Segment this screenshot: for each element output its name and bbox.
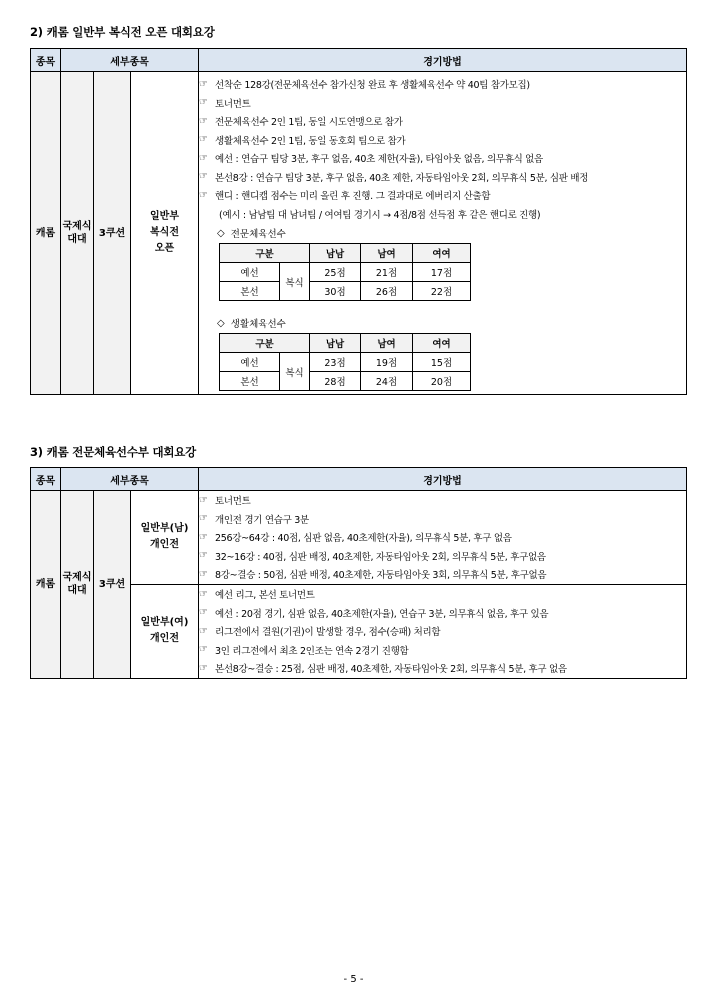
score-cell: 25점 xyxy=(310,263,361,282)
bullet-text: 토너먼트 xyxy=(215,496,251,508)
category-cell: 국제식 대대 xyxy=(61,72,94,395)
bullet-text: 전문체육선수 2인 1팀, 동일 시도연맹으로 참가 xyxy=(215,117,403,129)
sub-header: 여여 xyxy=(413,334,471,353)
bullet-item xyxy=(199,659,686,678)
bullet-text: 개인전 경기 연습구 3분 xyxy=(215,514,309,526)
bullet-item xyxy=(199,622,686,641)
pointing-hand-icon: ☞ xyxy=(199,531,208,543)
bullet-text: 핸디 : 핸디캡 점수는 미리 올린 후 진행. 그 결과대로 에버리지 산출함 xyxy=(215,191,491,203)
score-cell: 22점 xyxy=(413,282,471,301)
score-cell: 28점 xyxy=(310,372,361,391)
pointing-hand-icon: ☞ xyxy=(199,189,208,201)
bullet-item xyxy=(199,640,686,659)
division-cell: 일반부 복식전 오픈 xyxy=(131,72,199,395)
diamond-icon: ◇ xyxy=(217,317,225,329)
section-2-table xyxy=(30,48,687,395)
amateur-label: 생활체육선수 xyxy=(230,319,286,330)
event-cell: 캐롬 xyxy=(31,491,61,679)
score-cell: 19점 xyxy=(361,353,413,372)
section-3-title: 3) 캐롬 전문체육선수부 대회요강 xyxy=(30,445,197,459)
score-cell: 26점 xyxy=(361,282,413,301)
pointing-hand-icon: ☞ xyxy=(199,78,208,90)
bullet-text: 예선 리그, 본선 토너먼트 xyxy=(215,590,315,601)
pointing-hand-icon: ☞ xyxy=(199,625,208,637)
pro-label-line xyxy=(199,223,686,243)
bullet-item xyxy=(199,528,686,547)
section-3-table xyxy=(30,467,687,679)
bullet-item xyxy=(199,94,686,113)
bullet-item xyxy=(199,547,686,566)
discipline-cell: 3쿠션 xyxy=(94,72,131,395)
bullet-text: 리그전에서 결원(기권)이 발생할 경우, 점수(승패) 처리함 xyxy=(215,627,441,638)
type-cell: 복식 xyxy=(280,353,310,391)
sub-header: 구분 xyxy=(220,244,310,263)
men-method-cell xyxy=(199,491,687,585)
discipline-cell: 3쿠션 xyxy=(94,491,131,679)
score-cell: 15점 xyxy=(413,353,471,372)
pointing-hand-icon: ☞ xyxy=(199,513,208,525)
bullet-item xyxy=(199,510,686,529)
page-number: - 5 - xyxy=(343,974,364,985)
women-method-cell xyxy=(199,584,687,678)
bullet-text: 본선8강~결승 : 25점, 심판 배정, 40초제한, 자동타임아웃 2회, 의무휴식 5분, 후구 없음 xyxy=(215,664,567,675)
pointing-hand-icon: ☞ xyxy=(199,115,208,127)
score-cell: 17점 xyxy=(413,263,471,282)
sub-header: 남여 xyxy=(361,334,413,353)
header-event: 종목 xyxy=(31,468,61,491)
example-text: (예시 : 남남팀 대 남녀팀 / 여여팀 경기시 → 4점/8점 선득점 후 같은 핸디로 진행) xyxy=(219,209,541,221)
amateur-score-table xyxy=(219,333,471,391)
diamond-icon: ◇ xyxy=(217,227,225,239)
score-cell: 23점 xyxy=(310,353,361,372)
women-division-cell: 일반부(여) 개인전 xyxy=(131,584,199,678)
row-label: 본선 xyxy=(220,372,280,391)
row-label: 본선 xyxy=(220,282,280,301)
pointing-hand-icon: ☞ xyxy=(199,171,208,183)
bullet-text: 256강~64강 : 40점, 심판 없음, 40초제한(자율), 의무휴식 5분, 후구 없음 xyxy=(215,533,512,545)
pointing-hand-icon: ☞ xyxy=(199,607,208,618)
bullet-text: 생활체육선수 2인 1팀, 동일 동호회 팀으로 참가 xyxy=(215,135,406,147)
pointing-hand-icon: ☞ xyxy=(199,494,208,506)
pointing-hand-icon: ☞ xyxy=(199,97,208,109)
header-method: 경기방법 xyxy=(199,468,687,491)
score-cell: 20점 xyxy=(413,372,471,391)
sub-header: 여여 xyxy=(413,244,471,263)
pointing-hand-icon: ☞ xyxy=(199,550,208,562)
bullet-item xyxy=(199,168,686,187)
bullet-text: 3인 리그전에서 최초 2인조는 연속 2경기 진행함 xyxy=(215,645,409,657)
row-label: 예선 xyxy=(220,263,280,282)
bullet-item xyxy=(199,603,686,622)
amateur-label-line xyxy=(199,313,686,333)
header-method: 경기방법 xyxy=(199,49,687,72)
score-cell: 24점 xyxy=(361,372,413,391)
bullet-text: 8강~결승 : 50점, 심판 배정, 40초제한, 자동타임아웃 3회, 의무휴식 5분, 후구없음 xyxy=(215,570,547,582)
pro-score-table xyxy=(219,243,471,301)
header-detail: 세부종목 xyxy=(61,468,199,491)
bullet-text: 토너먼트 xyxy=(215,98,251,110)
bullet-text: 32~16강 : 40점, 심판 배정, 40초제한, 자동타임아웃 2회, 의무휴식 5분, 후구없음 xyxy=(215,551,546,563)
pointing-hand-icon: ☞ xyxy=(199,588,208,600)
bullet-text: 본선8강 : 연습구 팀당 3분, 후구 없음, 40초 제한, 자동타임아웃 2회, 의무휴식 5분, 심판 배정 xyxy=(215,172,589,184)
sub-header: 남여 xyxy=(361,244,413,263)
bullet-item xyxy=(199,131,686,150)
bullet-item xyxy=(199,149,686,168)
row-label: 예선 xyxy=(220,353,280,372)
section-2-title: 2) 캐롬 일반부 복식전 오픈 대회요강 xyxy=(30,25,215,39)
method-cell xyxy=(199,72,687,395)
bullet-text: 예선 : 20점 경기, 심판 없음, 40초제한(자율), 연습구 3분, 의무휴식 없음, 후구 있음 xyxy=(215,608,549,620)
pointing-hand-icon: ☞ xyxy=(199,134,208,146)
category-cell: 국제식 대대 xyxy=(61,491,94,679)
header-detail: 세부종목 xyxy=(61,49,199,72)
sub-header: 구분 xyxy=(220,334,310,353)
bullet-text: 예선 : 연습구 팀당 3분, 후구 없음, 40초 제한(자율), 타임아웃 없음, 의무휴식 없음 xyxy=(215,154,543,166)
pointing-hand-icon: ☞ xyxy=(199,568,208,580)
pointing-hand-icon: ☞ xyxy=(199,152,208,164)
bullet-item xyxy=(199,491,686,510)
bullet-item xyxy=(199,585,686,604)
bullet-item xyxy=(199,565,686,584)
bullet-text: 선착순 128강(전문체육선수 참가신청 완료 후 생활체육선수 약 40팀 참가모집) xyxy=(215,80,530,92)
event-cell: 캐롬 xyxy=(31,72,61,395)
score-cell: 30점 xyxy=(310,282,361,301)
men-division-cell: 일반부(남) 개인전 xyxy=(131,491,199,585)
pro-label: 전문체육선수 xyxy=(230,229,286,240)
header-event: 종목 xyxy=(31,49,61,72)
bullet-item xyxy=(199,112,686,131)
sub-header: 남남 xyxy=(310,244,361,263)
bullet-item xyxy=(199,75,686,94)
bullet-item xyxy=(199,186,686,205)
type-cell: 복식 xyxy=(280,263,310,301)
score-cell: 21점 xyxy=(361,263,413,282)
pointing-hand-icon: ☞ xyxy=(199,644,208,655)
pointing-hand-icon: ☞ xyxy=(199,662,208,674)
sub-header: 남남 xyxy=(310,334,361,353)
